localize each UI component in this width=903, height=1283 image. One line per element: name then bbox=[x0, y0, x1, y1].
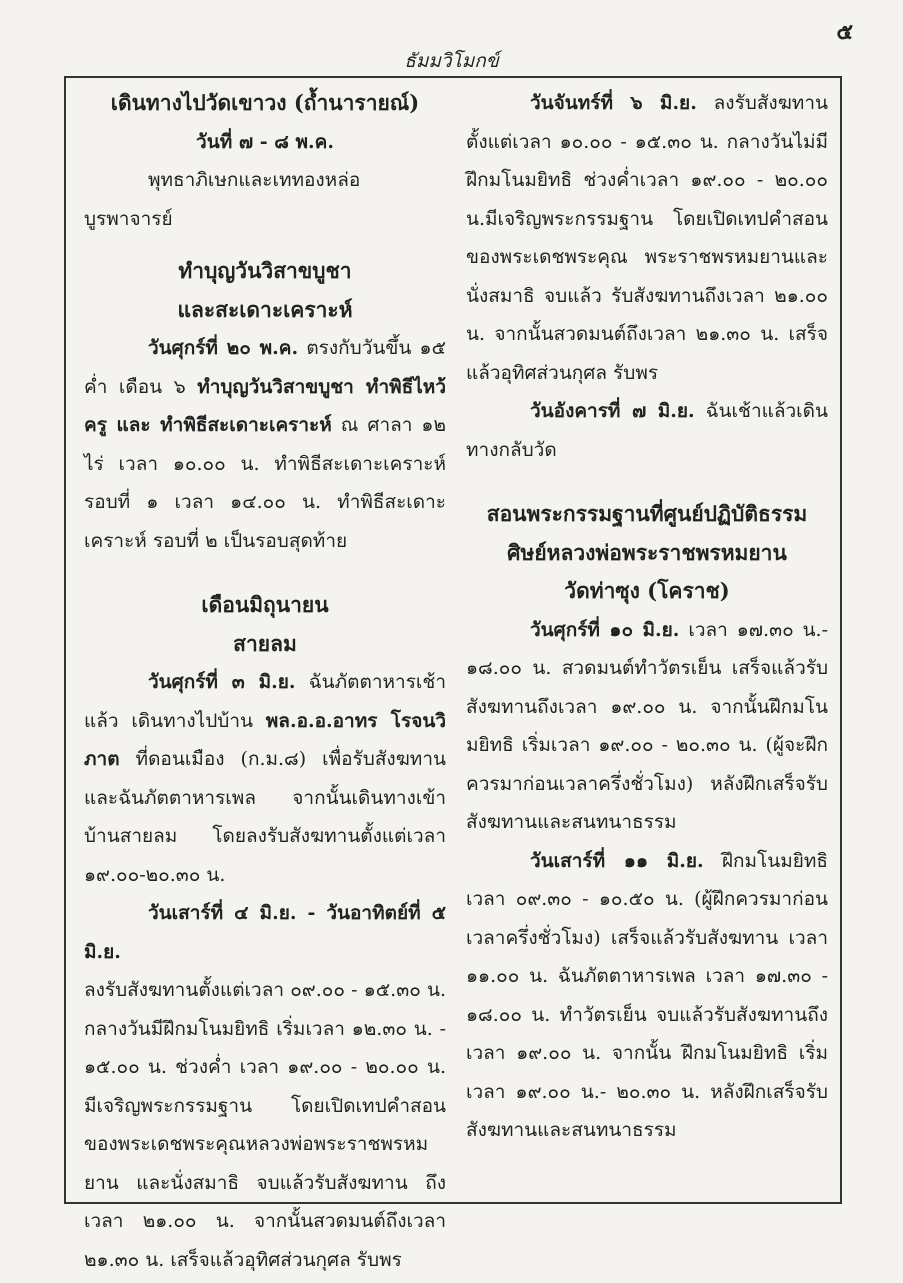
vesak-text-2: ณ ศาลา ๑๒ ไร่ เวลา ๑๐.๐๐ น. ทำพิธีสะเดาะเคราะห์ รอบที่ ๑ เวลา ๑๔.๐๐ น. ทำพิธีสะเดาะเคราะห์ รอบที่ ๒ เป็นรอบสุดท้าย bbox=[84, 414, 447, 552]
june10-paragraph bbox=[466, 611, 828, 842]
vesak-title: ทำบุญวันวิสาขบูชา bbox=[178, 258, 352, 283]
june6-paragraph bbox=[466, 84, 828, 392]
vesak-subtitle: และสะเดาะเคราะห์ bbox=[177, 296, 353, 322]
june4-date-line bbox=[84, 894, 446, 971]
june11-date: วันเสาร์ที่ ๑๑ มิ.ย. bbox=[530, 849, 704, 872]
june7-text: ฉันเช้าแล้วเดินทางกลับวัด bbox=[466, 400, 828, 461]
june7-date: วันอังคารที่ ๗ มิ.ย. bbox=[530, 400, 695, 422]
june3-text-1: ฉันภัตตาหารเช้าแล้ว เดินทางไปบ้าน bbox=[84, 671, 446, 732]
june6-date: วันจันทร์ที่ ๖ มิ.ย. bbox=[530, 92, 697, 114]
section-title-1: สอนพระกรรมฐานที่ศูนย์ปฏิบัติธรรม bbox=[486, 501, 808, 526]
june3-paragraph bbox=[84, 663, 446, 894]
trip-date-text: วันที่ ๗ - ๘ พ.ค. bbox=[196, 130, 334, 153]
june4-date: วันเสาร์ที่ ๔ มิ.ย. - วันอาทิตย์ที่ ๕ มิ.ย. bbox=[84, 902, 446, 963]
right-column bbox=[466, 84, 828, 1150]
vesak-paragraph bbox=[84, 329, 446, 560]
vesak-text-1: ตรงกับวันขึ้น ๑๕ ค่ำ เดือน ๖ bbox=[84, 337, 446, 398]
june11-paragraph bbox=[466, 842, 828, 1150]
june3-text-2: ที่ดอนเมือง (ก.ม.๘) เพื่อรับสังฆทาน และฉันภัตตาหารเพล จากนั้นเดินทางเข้าบ้านสายลม โดยลงรับสังฆทานตั้งแต่เวลา ๑๙.๐๐-๒๐.๓๐ น. bbox=[84, 748, 446, 886]
june3-date: วันศุกร์ที่ ๓ มิ.ย. bbox=[148, 671, 296, 693]
june3-bold: พล.อ.อ.อาทร โรจนวิภาต bbox=[84, 709, 446, 770]
vesak-date: วันศุกร์ที่ ๒๐ พ.ค. bbox=[148, 337, 299, 359]
page-number: ๕ bbox=[836, 19, 853, 45]
section-title-3: วัดท่าซุง (โคราช) bbox=[564, 578, 730, 603]
vesak-bold: ทำบุญวันวิสาขบูชา ทำพิธีไหว้ครู และ ทำพิธีสะเดาะเคราะห์ bbox=[84, 375, 446, 436]
left-column bbox=[84, 84, 446, 1279]
trip-date bbox=[84, 123, 446, 162]
section-title-2: ศิษย์หลวงพ่อพระราชพรหมยาน bbox=[507, 539, 787, 565]
place-title: สายลม bbox=[233, 630, 297, 656]
june6-text: ลงรับสังฆทานตั้งแต่เวลา ๑๐.๐๐ - ๑๕.๓๐ น. กลางวันไม่มีฝึกมโนมยิทธิ ช่วงค่ำเวลา ๑๙.๐๐ - ๒๐.๐๐ น.มีเจริญพระกรรมฐาน โดยเปิดเทปคำสอนของพระเดชพระคุณ พระราชพรหมยานและนั่งสมาธิ จบแล้ว รับสังฆทานถึงเวลา ๒๑.๐๐ น. จากนั้นสวดมนต์ถึงเวลา ๒๑.๓๐ น. เสร็จแล้วอุทิศส่วนกุศล รับพร bbox=[466, 92, 828, 384]
trip-title: เดินทางไปวัดเขาวง (ถ้ำนารายณ์) bbox=[110, 90, 420, 115]
trip-text: พุทธาภิเษกและเททองหล่อบูรพาจารย์ bbox=[84, 169, 361, 230]
june10-text: เวลา ๑๗.๓๐ น.- ๑๘.๐๐ น. สวดมนต์ทำวัตรเย็น เสร็จแล้วรับสังฆทานถึงเวลา ๑๙.๐๐ น. จากนั้นฝึกมโนมยิทธิ เริ่มเวลา ๑๙.๐๐ - ๒๐.๓๐ น. (ผู้จะฝึกควรมาก่อนเวลาครึ่งชั่วโมง) หลังฝึกเสร็จรับสังฆทานและสนทนาธรรม bbox=[466, 618, 829, 833]
june10-date: วันศุกร์ที่ ๑๐ มิ.ย. bbox=[530, 618, 680, 641]
june7-paragraph bbox=[466, 392, 828, 469]
month-title: เดือนมิถุนายน bbox=[201, 592, 329, 617]
june4-paragraph: ลงรับสังฆทานตั้งแต่เวลา ๐๙.๐๐ - ๑๕.๓๐ น. กลางวันมีฝึกมโนมยิทธิ เริ่มเวลา ๑๒.๓๐ น. - ๑๕.๐๐ น. ช่วงค่ำ เวลา ๑๙.๐๐ - ๒๐.๐๐ น. มีเจริญพระกรรมฐาน โดยเปิดเทปคำสอนของพระเดชพระคุณหลวงพ่อพระราชพรหมยาน และนั่งสมาธิ จบแล้วรับสังฆทาน ถึงเวลา ๒๑.๐๐ น. จากนั้นสวดมนต์ถึงเวลา ๒๑.๓๐ น. เสร็จแล้วอุทิศส่วนกุศล รับพร bbox=[84, 979, 446, 1271]
running-header: ธัมมวิโมกข์ bbox=[404, 50, 499, 72]
june11-text: ฝึกมโนมยิทธิ เวลา ๐๙.๓๐ - ๑๐.๕๐ น. (ผู้ฝึกควรมาก่อนเวลาครึ่งชั่วโมง) เสร็จแล้วรับสังฆทาน เวลา ๑๑.๐๐ น. ฉันภัตตาหารเพล เวลา ๑๗.๓๐ - ๑๘.๐๐ น. ทำวัตรเย็น จบแล้วรับสังฆทานถึงเวลา ๑๙.๐๐ น. จากนั้น ฝึกมโนมยิทธิ เริ่มเวลา ๑๙.๐๐ น.- ๒๐.๓๐ น. หลังฝึกเสร็จรับสังฆทานและสนทนาธรรม bbox=[466, 849, 828, 1141]
